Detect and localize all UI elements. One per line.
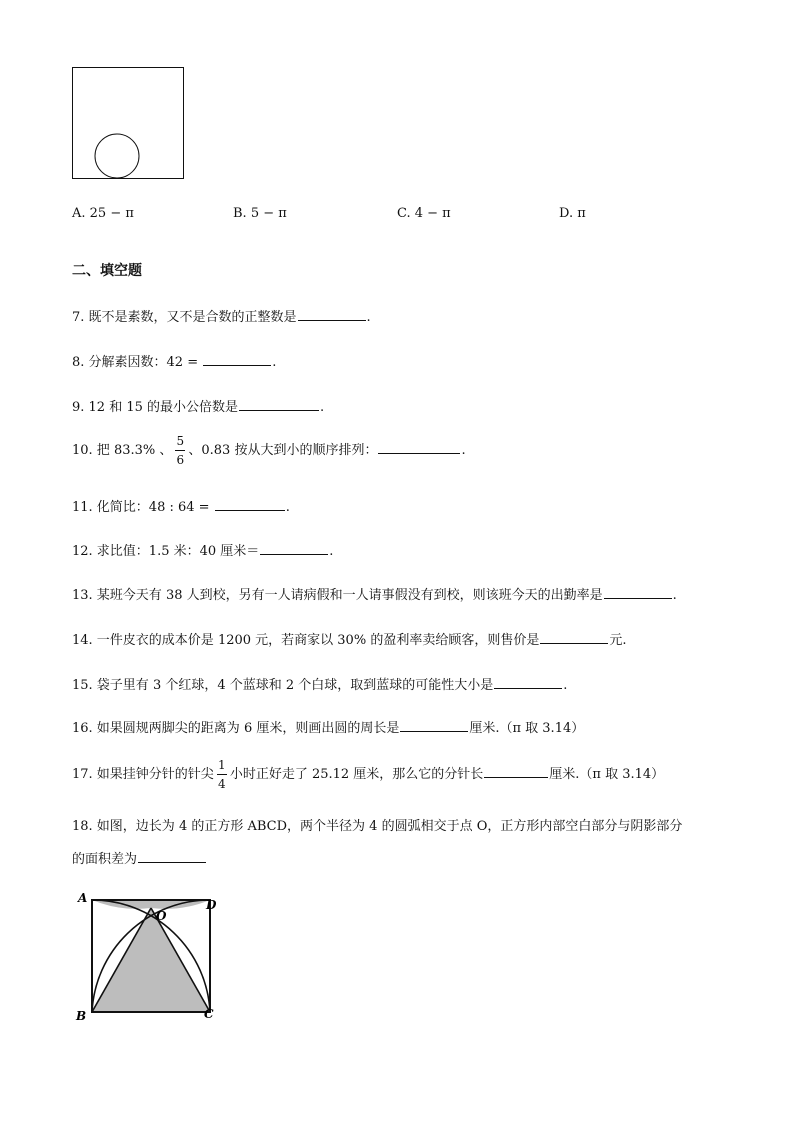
answer-blank[interactable] [215, 496, 285, 511]
question-18-line2: 的面积差为 [72, 848, 207, 869]
answer-blank[interactable] [260, 540, 328, 555]
option-b[interactable]: B. 5 − π [233, 206, 287, 221]
question-16: 16. 如果圆规两脚尖的距离为 6 厘米，则画出圆的周长是 厘米.（π 取 3.14） [72, 717, 584, 738]
label-a: A [78, 891, 88, 905]
answer-blank[interactable] [604, 584, 672, 599]
answer-blank[interactable] [494, 674, 562, 689]
question-9: 9. 12 和 15 的最小公倍数是 . [72, 396, 324, 417]
question-18-line1: 18. 如图，边长为 4 的正方形 ABCD，两个半径为 4 的圆弧相交于点 O，正方形内部空白部分与阴影部分 [72, 819, 683, 834]
fraction: $\frac{5}{6}$ [176, 434, 185, 467]
answer-blank[interactable] [203, 351, 271, 366]
label-o: O [156, 909, 167, 923]
answer-blank[interactable] [540, 629, 608, 644]
question-11: 11. 化简比：48 : 64 = . [72, 496, 290, 517]
question-15: 15. 袋子里有 3 个红球，4 个蓝球和 2 个白球，取到蓝球的可能性大小是 . [72, 674, 567, 695]
option-a[interactable]: A. 25 − π [72, 206, 134, 221]
square-circle-figure [72, 67, 184, 179]
label-d: D [206, 898, 217, 912]
option-d[interactable]: D. π [559, 206, 586, 221]
question-17: 17. 如果挂钟分针的针尖 $\frac{1}{4}$ 小时正好走了 25.12 厘米，那么它的分针长 厘米.（π 取 3.14） [72, 758, 665, 791]
answer-blank[interactable] [400, 717, 468, 732]
fraction: $\frac{1}{4}$ [217, 758, 226, 791]
label-b: B [76, 1009, 87, 1023]
question-10: 10. 把 83.3% 、 $\frac{5}{6}$ 、0.83 按从大到小的顺序排列： . [72, 434, 466, 467]
question-13: 13. 某班今天有 38 人到校，另有一人请病假和一人请事假没有到校，则该班今天的出勤率是 . [72, 584, 677, 605]
label-c: C [204, 1007, 214, 1021]
answer-blank[interactable] [378, 439, 460, 454]
square-abcd-figure [70, 890, 230, 1026]
option-c[interactable]: C. 4 − π [397, 206, 451, 221]
question-12: 12. 求比值：1.5 米：40 厘米＝ . [72, 540, 333, 561]
answer-blank[interactable] [484, 763, 548, 778]
question-14: 14. 一件皮衣的成本价是 1200 元，若商家以 30% 的盈利率卖给顾客，则售价是 元. [72, 629, 626, 650]
question-8: 8. 分解素因数：42 = . [72, 351, 276, 372]
answer-blank[interactable] [298, 306, 366, 321]
question-7: 7. 既不是素数，又不是合数的正整数是 . [72, 306, 371, 327]
answer-blank[interactable] [138, 848, 206, 863]
answer-options [72, 206, 732, 226]
section-title: 二、填空题 [72, 263, 142, 279]
answer-blank[interactable] [239, 396, 319, 411]
